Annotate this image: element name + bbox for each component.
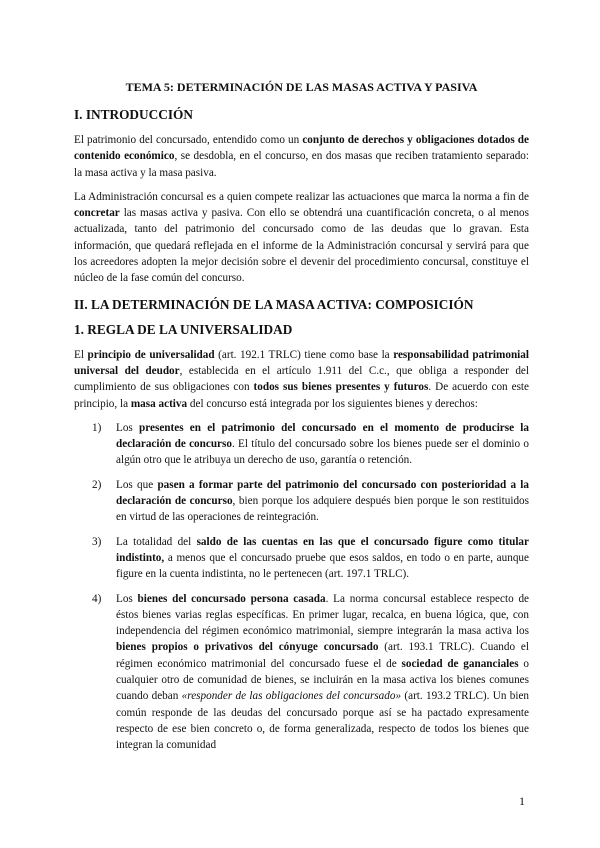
bold-run: bienes del concursado persona casada: [137, 592, 326, 605]
text-run: Los que: [116, 478, 158, 491]
bold-run: sociedad de gananciales: [401, 657, 519, 670]
section-heading-masa-activa: II. LA DETERMINACIÓN DE LA MASA ACTIVA: COMPOSICIÓN: [74, 296, 474, 312]
list-item-number: 3): [92, 535, 102, 548]
list-item: [74, 534, 529, 583]
italic-run: «responder de las obligaciones del concursado»: [181, 690, 402, 703]
bold-run: todos sus bienes presentes y futuros: [253, 381, 429, 394]
text-run: a menos que el concursado pruebe que esos saldos, en todo o en parte, aunque figure en la cuenta indistinta, no le pertenecen (art. 197.1 TRLC).: [116, 551, 529, 581]
list-item-number: 2): [92, 478, 102, 491]
bold-run: masa activa: [130, 397, 188, 410]
text-run: (art. 193.2 TRLC). Un bien común responde de las deudas del concursado porque así se ha pactado expresamente respecto de ese bien concreto o, de forma generalizada, respecto de todos los bienes que integran la comunidad: [116, 690, 529, 752]
text-run: La totalidad del: [116, 535, 197, 548]
list-item-text: [116, 477, 529, 526]
document-title: TEMA 5: DETERMINACIÓN DE LAS MASAS ACTIVA Y PASIVA: [125, 80, 478, 94]
text-run: , establecida en el artículo 1.911 del C.c., que obliga a responder del cumplimiento de sus obligaciones con: [74, 364, 529, 394]
text-run: Los: [116, 592, 138, 605]
text-run: del concurso está integrada por los siguientes bienes y derechos:: [187, 397, 478, 410]
list-item: [74, 477, 529, 526]
text-run: El patrimonio del concursado, entendido como un: [74, 134, 303, 146]
list-item-number: 1): [92, 421, 102, 434]
bold-run: principio de universalidad: [87, 348, 215, 361]
masa-activa-list: [74, 420, 529, 754]
universalidad-paragraph: [74, 347, 529, 412]
bold-run: bienes propios o privativos del cónyuge concursado: [116, 641, 379, 654]
text-run: (art. 193.1 TRLC). Cuando el régimen económico matrimonial del concursado fuese el de: [116, 641, 529, 670]
text-run: (art. 192.1 TRLC) tiene como base la: [214, 348, 394, 361]
list-item-text: [116, 534, 529, 583]
text-run: , se desdobla, en el concurso, en dos masas que reciben tratamiento separado: la masa activa y la masa pasiva.: [74, 150, 529, 179]
bold-run: concretar: [74, 207, 120, 220]
list-item: [74, 420, 529, 469]
list-item-number: 4): [92, 592, 102, 605]
text-run: , bien porque los adquiere después bien porque le son restituidos en virtud de las operaciones de reintegración.: [116, 495, 530, 524]
bold-run: conjunto de derechos y obligaciones dotados de contenido económico: [74, 134, 529, 163]
list-item: [74, 591, 529, 754]
text-run: las masas activa y pasiva. Con ello se obtendrá una cuantificación concreta, o al menos actualizada, tanto del patrimonio del concursado como de las deudas que lo gravan. Esta información, que quedará reflejada en el informe de la Administración concursal y servirá para que los acreedores adopten la mejor decisión sobre el devenir del procedimiento concursal, constituye el núcleo de la fase común del concurso.: [74, 207, 529, 285]
page-number: 1: [519, 794, 525, 808]
text-run: . La norma concursal establece respecto de éstos bienes varias reglas específicas. En primer lugar, recalca, en buena lógica, que, con independencia del régimen económico matrimonial, siempre integrarán la masa activa los: [116, 592, 529, 638]
page-content: [74, 80, 529, 762]
text-run: Los: [116, 421, 140, 434]
intro-paragraph-1: [74, 132, 529, 181]
section-heading-introduccion: I. INTRODUCCIÓN: [74, 107, 193, 122]
list-item-text: [116, 420, 529, 469]
text-run: La Administración concursal es a quien compete realizar las actuaciones que marca la norma a fin de: [74, 190, 529, 203]
bold-run: presentes en el patrimonio del concursado en el momento de producirse la declaración de concurso: [116, 421, 530, 451]
text-run: . De acuerdo con este principio, la: [74, 381, 530, 410]
list-item-text: [116, 591, 529, 754]
text-run: El: [74, 348, 88, 361]
text-run: o cualquier otro de comunidad de bienes, se incluirán en la masa activa los bienes comunes cuando deban: [116, 657, 529, 703]
intro-paragraph-2: [74, 189, 529, 287]
subsection-heading-universalidad: 1. REGLA DE LA UNIVERSALIDAD: [74, 321, 293, 337]
bold-run: pasen a formar parte del patrimonio del concursado con posterioridad a la declaración de concurso: [116, 478, 530, 508]
text-run: . El título del concursado sobre los bienes puede ser el dominio o algún otro que le atribuya un derecho de uso, garantía o retención.: [116, 438, 530, 467]
bold-run: saldo de las cuentas en las que el concursado figure como titular indistinto,: [116, 535, 529, 564]
bold-run: responsabilidad patrimonial universal del deudor: [74, 348, 529, 377]
